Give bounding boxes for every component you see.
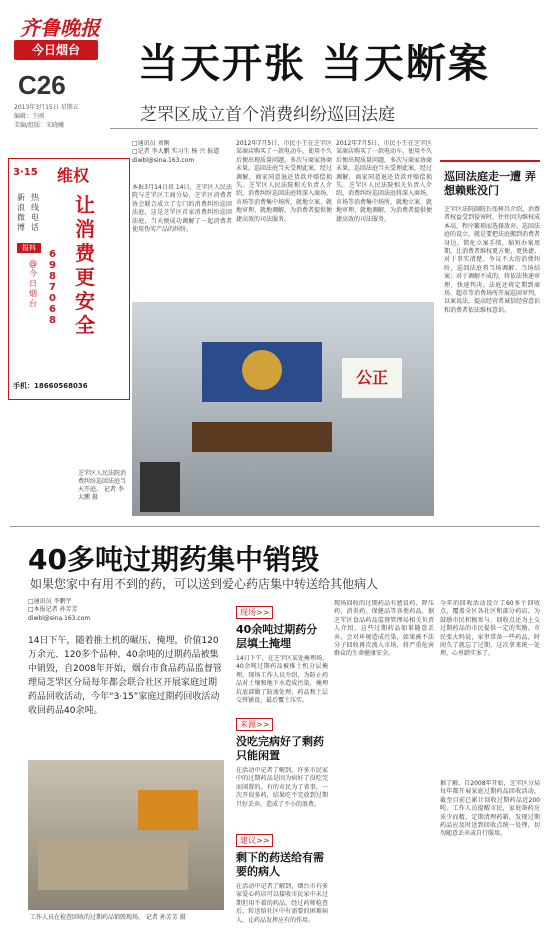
box-body: 14日下午，在芝罘区某处掩埋场，40余吨过期药品被推土机分层掩埋。现场工作人员介绍，为防止药品对土壤和地下水造成污染，掩埋坑底部做了防渗处理，药品和土层交替铺设，最后覆土压实。 (236, 655, 328, 705)
box-tag: 现场>> (236, 606, 273, 619)
masthead: 齐鲁晚报 (20, 16, 100, 40)
ad-hotline-label: 热线电话 (31, 193, 39, 232)
story1-lead: 本报3月14日讯 14日，芝罘区人民法院与芝罘区工商分局、芝罘区消费者协会联合成立了专门的消费纠纷巡回法庭，这是芝罘区首家消费纠纷巡回法庭，当天便成功调解了一起消费者使用伪劣产品的纠纷。 (132, 184, 232, 234)
story2-body-col3: 据了解，自2008年开始，芝罘区分局每年都开展家庭过期药品回收活动，截至目前已累计回收过期药品近200吨。工作人员提醒市民，家庭备药应该少而精，定期清理药箱，发现过期药品应及时送到回收点统一处理，切勿随意丢弃或自行服用。 (440, 780, 540, 838)
story2-byline: □通讯员 李鹏宇 □本报记者 孙芳芳 diwbl@sina.163.com (28, 598, 91, 622)
story1-byline: □通讯员 刘刚 □记者 李大鹏 实习生 杨 兴 报道 diwbl@sina.163.com (132, 140, 220, 164)
editor-credit: 编辑：王刚 (14, 113, 45, 120)
story2-body-col2: 今年的回收活动设立了60多个回收点，覆盖全区各社区和部分药店。为鼓励市民积极参与，回收点还为上交过期药品的市民提供一定的奖励。市民张大妈说，家里常备一些药品，时间久了就忘了过期，这次拿来统一处理，心里踏实多了。 (440, 600, 540, 658)
box-title: 没吃完病好了剩药只能闲置 (236, 735, 324, 762)
box-source (236, 712, 328, 827)
box-tag: 建议>> (236, 834, 273, 847)
box-title: 40余吨过期药分层填土掩埋 (236, 623, 318, 650)
disposal-photo (28, 760, 224, 910)
courtroom-photo (132, 302, 434, 516)
bulldozer (138, 790, 198, 830)
ad-weibo-handle: @今日烟台 (29, 259, 37, 308)
story1-caption: 芝罘区人民法院消费纠纷巡回法庭当天开庭。 记者 李大鹏 摄 (78, 470, 127, 501)
box-tag: 来源>> (236, 718, 273, 731)
sidebar1-title: 巡回法庭走一遭 弄想赖账没门 (444, 170, 536, 197)
box-body: 在活动中记者了解到，许多市民家中的过期药品是因为病好了没吃完而闲置的。有的市民为了省事，一次开很多药，结果吃不完放到过期只好丢弃，造成了不小的浪费。 (236, 767, 328, 808)
box-body: 在活动中记者了解到，烟台市有多家爱心药店可以接收市民家中未过期但用不着的药品，经过药师检查后，转送给社区中有需要的困难病人，让药品发挥应有的作用。 (236, 883, 328, 924)
consumer-rights-ad (8, 158, 130, 400)
story2-subheadline: 如果您家中有用不到的药，可以送到爱心药店集中转送给其他病人 (30, 577, 379, 591)
page-number: C26 (18, 70, 66, 100)
story2-caption: 工作人员在检查回收的过期药品销毁现场。 记者 孙芳芳 摄 (30, 914, 186, 921)
story2-headline: 40多吨过期药集中销毁 (28, 543, 319, 576)
story1-body: 2012年7月5日，市民小王在芝罘区某商店购买了一款电动车，使用不久后便出现质量问题，多次与商家协商未果。巡回法庭当天受理此案，经过调解，商家同意退还货款并赔偿损失。芝罘区人民法院相关负责人介绍，消费纠纷巡回法庭将深入商场、市场等消费集中场所，就地立案、就地审理、就地调解，为消费者提供便捷高效的司法服务。 (236, 140, 332, 223)
court-sign: 公正 (342, 358, 402, 398)
court-emblem (242, 350, 282, 390)
design-credit: 美编/组版：宋晓曦 (14, 122, 65, 129)
ad-slogan: 维权 (57, 166, 90, 185)
ad-hotline-number: 6987068 (49, 249, 56, 326)
story2-lead: 14日下午，随着推土机的碾压、掩埋，价值120万余元、120多个品种、40余吨的过期药品被集中销毁，自2008年开始，烟台市食品药品监督管理局芝罘区分局每年都会联合社区开展家庭过期药品回收活动，今年“3·15”家庭过期药回收活动收回药品40余吨。 (28, 636, 222, 716)
ad-weibo-label: 新浪微博 (17, 193, 25, 232)
divider (110, 128, 538, 129)
box-scene (236, 600, 328, 715)
section-tag: 今日烟台 (14, 40, 98, 60)
ad-logo: 3·15 (13, 167, 38, 178)
medicine-boxes (38, 840, 188, 890)
ad-big-text: 让消费更安全 (75, 193, 95, 337)
story1-subheadline: 芝罘区成立首个消费纠纷巡回法庭 (140, 105, 395, 125)
box-suggestion (236, 828, 328, 933)
divider (10, 526, 540, 527)
story2-body-col1: 现场回收的过期药品有感冒药、降压药、消炎药、保健品等各类药品，据芝罘区食品药品监督管理局相关负责人介绍，这些过期药品如果随意丢弃，会对环境造成污染，如果被不法分子回收再次流入市场，将严重危害群众的生命健康安全。 (334, 600, 434, 658)
sidebar1-rule (440, 160, 540, 162)
judge-bench (192, 422, 332, 452)
story1-headline: 当天开张 当天断案 (138, 41, 490, 87)
ad-report-label: 报料 (17, 243, 41, 253)
sidebar1-body: 芝罘区法院副院长张树昌介绍，消费者权益受到侵害时，往往因为维权成本高、程序繁琐而选择放弃。巡回法庭的设立，就是要把法庭搬到消费者身边，简化立案手续，缩短办案周期，让消费者维权更方便、更快捷。对于事实清楚、争议不大的消费纠纷，巡回法庭将当场调解、当场结案；对于调解不成的，将依法快速审理、快速判决。法庭还将定期到商场、超市等消费场所开展巡回审判，以案说法，提高经营者诚信经营意识和消费者依法维权意识。 (444, 206, 540, 314)
ad-mobile: 手机：18660568036 (13, 382, 88, 390)
story1-body-continued: 2012年7月5日，市民小王在芝罘区某商店购买了一款电动车，使用不久后便出现质量问题，多次与商家协商未果。巡回法庭当天受理此案，经过调解，商家同意退还货款并赔偿损失。芝罘区人民法院相关负责人介绍，消费纠纷巡回法庭将深入商场、市场等消费集中场所，就地立案、就地审理、就地调解，为消费者提供便捷高效的司法服务。 (336, 140, 432, 223)
issue-date: 2013年3月15日 星期五 (14, 104, 79, 111)
plaintiff-figure (140, 462, 180, 512)
box-title: 剩下的药送给有需要的病人 (236, 851, 324, 878)
